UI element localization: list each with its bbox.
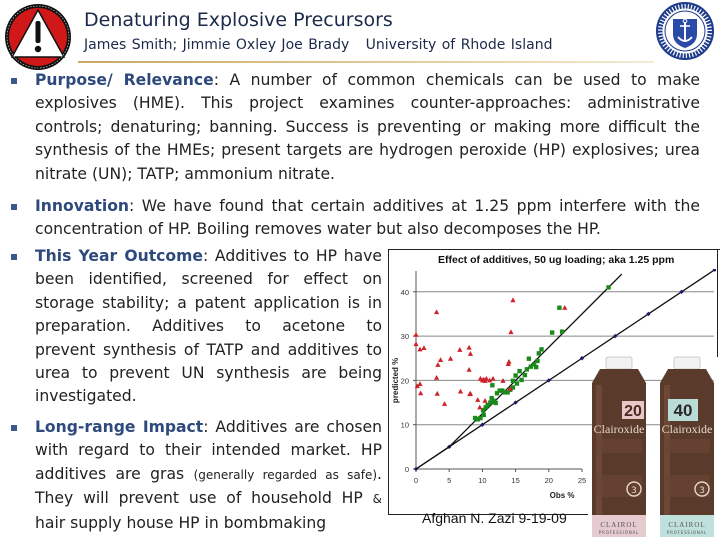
bullet-text: . They will prevent use of household HP <box>35 464 382 508</box>
data-point <box>511 379 515 383</box>
data-point <box>513 373 517 377</box>
bullet-long-range-impact <box>35 416 382 535</box>
bullet-text: : Additives to HP have been identified, screened for effect on storage stability; a patent application is in preparation. Additives to acetone to prevent synthesis of TATP and additives to urea to prevent UN synthesis are being investigated. <box>35 247 382 406</box>
data-point <box>448 356 453 361</box>
header-divider <box>78 61 654 63</box>
data-point <box>510 297 515 302</box>
bullet-text: : Additives are chosen with regard to their intended market. HP additives are gras <box>35 418 382 483</box>
svg-text:PROFESSIONAL: PROFESSIONAL <box>666 530 708 535</box>
institution: University of Rhode Island <box>365 37 553 53</box>
svg-text:CLAIROL: CLAIROL <box>668 521 706 529</box>
data-point <box>606 285 610 289</box>
bottle-20 <box>592 357 646 537</box>
data-point <box>417 347 422 352</box>
data-point <box>506 359 511 364</box>
svg-text:20: 20 <box>624 403 642 420</box>
data-point <box>490 383 494 387</box>
y-tick-label: 30 <box>400 332 409 342</box>
data-point <box>442 401 447 406</box>
data-point <box>435 362 440 367</box>
y-tick-label: 10 <box>400 420 409 430</box>
svg-text:CLAIROL: CLAIROL <box>600 521 638 529</box>
data-point <box>508 329 513 334</box>
data-point <box>525 367 529 371</box>
data-point <box>458 389 463 394</box>
alert-logo <box>4 3 72 71</box>
bullet-heading: Purpose/ Relevance <box>35 71 214 89</box>
data-point <box>535 359 539 363</box>
data-point <box>468 351 473 356</box>
bullet-this-year-outcome <box>35 245 382 409</box>
data-point <box>417 381 422 386</box>
x-tick-label: 10 <box>478 476 487 485</box>
y-axis-label: predicted % <box>391 357 400 404</box>
data-point <box>534 365 538 369</box>
bullet-text: : We have found that certain additives at 1.25 ppm interfere with the concentration of HP. Boiling removes water but also decomposes the HP. <box>35 197 700 239</box>
data-point <box>435 391 440 396</box>
data-point <box>438 357 443 362</box>
y-tick-label: 40 <box>400 287 409 297</box>
data-point <box>523 373 527 377</box>
y-tick-label: 20 <box>400 376 409 386</box>
data-point <box>537 351 541 355</box>
x-axis-label: Obs % <box>549 491 575 500</box>
bullet-heading: Long-range Impact <box>35 418 204 436</box>
bullet-square-icon <box>11 78 17 84</box>
data-point <box>515 381 519 385</box>
data-point <box>484 376 489 381</box>
data-point <box>467 367 472 372</box>
clairoxide-bottles-image <box>588 355 720 540</box>
ampersand: & <box>372 492 382 507</box>
x-tick-label: 0 <box>413 476 419 485</box>
data-point <box>519 378 523 382</box>
data-point <box>482 413 486 417</box>
bullet-heading: Innovation <box>35 197 130 215</box>
data-point <box>550 330 554 334</box>
data-point <box>539 347 543 351</box>
svg-text:PROFESSIONAL: PROFESSIONAL <box>598 530 640 535</box>
authors: James Smith; Jimmie Oxley Joe Brady <box>84 37 350 53</box>
data-point <box>527 356 531 360</box>
svg-text:3: 3 <box>631 486 637 496</box>
data-point <box>413 332 418 337</box>
uri-seal <box>656 2 714 60</box>
page-title: Denaturing Explosive Precursors <box>84 9 393 31</box>
data-point <box>493 401 497 405</box>
data-point <box>517 369 521 373</box>
data-point <box>413 341 418 346</box>
data-point <box>562 305 567 310</box>
bullet-text: hair supply house HP in bombmaking <box>35 513 327 532</box>
data-point <box>434 309 439 314</box>
x-tick-label: 20 <box>544 476 553 485</box>
chart-title: Effect of additives, 50 ug loading; aka 1.25 ppm <box>438 254 675 266</box>
x-tick-label: 15 <box>511 476 520 485</box>
data-point <box>477 405 482 410</box>
svg-text:40: 40 <box>673 401 693 420</box>
svg-text:Clairoxide: Clairoxide <box>661 422 713 436</box>
data-point <box>475 397 480 402</box>
x-tick-label: 25 <box>577 476 587 485</box>
bullet-text-small: (generally regarded as safe) <box>193 467 378 482</box>
bullet-heading: This Year Outcome <box>35 247 203 265</box>
data-point <box>467 345 472 350</box>
bullet-square-icon <box>11 425 17 431</box>
bottle-40 <box>660 357 714 537</box>
author-line <box>84 37 552 53</box>
y-tick-label: 0 <box>404 465 409 474</box>
bullet-text: : A number of common chemicals can be used to make explosives (HME). This project examines counter-approaches: administrative controls; denaturing; banning. Success is preventing or making more difficult the synthesis of the HMEs; present targets are hydrogen peroxide (HP) explosives; urea nitrate (UN); TATP; ammonium nitrate. <box>35 71 700 183</box>
svg-text:Clairoxide: Clairoxide <box>593 422 645 436</box>
x-tick-label: 5 <box>447 476 452 485</box>
data-point <box>418 390 423 395</box>
data-point <box>560 329 564 333</box>
bullet-purpose <box>35 69 700 186</box>
data-point <box>557 306 561 310</box>
data-point <box>482 398 487 403</box>
bullet-square-icon <box>11 204 17 210</box>
chart-credit: Afghan N. Zazi 9-19-09 <box>422 510 567 526</box>
svg-text:3: 3 <box>699 486 705 496</box>
data-point <box>490 376 495 381</box>
data-point <box>421 345 426 350</box>
bullet-innovation <box>35 195 700 242</box>
data-point <box>457 347 462 352</box>
bullet-square-icon <box>11 254 17 260</box>
data-point <box>434 375 439 380</box>
